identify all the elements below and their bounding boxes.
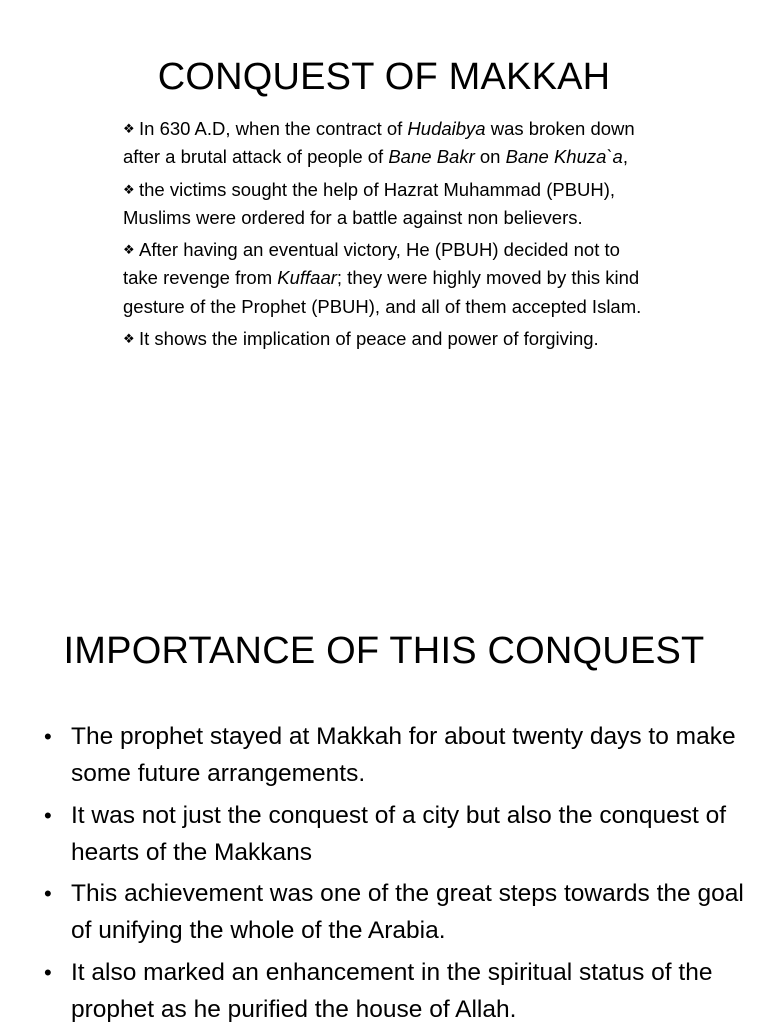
list-item (123, 325, 653, 353)
diamond-bullet-icon: ❖ (123, 121, 134, 136)
slide-title: IMPORTANCE OF THIS CONQUEST (63, 630, 705, 672)
diamond-bullet-icon: ❖ (123, 181, 134, 197)
diamond-bullet-icon: ❖ (123, 242, 134, 258)
item-text: The prophet stayed at Makkah for about twenty days to make some future arrangements. (71, 723, 736, 787)
item-text: , (622, 146, 628, 168)
dot-bullet-icon: • (44, 959, 52, 985)
slide-importance-of-conquest (0, 576, 768, 1024)
dot-bullet-icon: • (44, 724, 52, 749)
slide-title: CONQUEST OF MAKKAH (157, 56, 611, 98)
item-text: was broken down after a brutal attack of people of (123, 118, 635, 168)
list-item (44, 875, 744, 949)
italic-term: Bane Bakr (388, 146, 475, 168)
item-text: the victims sought the help of Hazrat Muhammad (PBUH), Muslims were ordered for a battle against non believers. (123, 178, 616, 228)
item-text: It also marked an enhancement in the spiritual status of the prophet as he purified the house of Allah. (71, 958, 713, 1023)
dot-bullet-icon: • (44, 881, 52, 906)
italic-term: Kuffaar (277, 267, 337, 289)
bullet-list (123, 115, 653, 357)
item-text: on (474, 146, 506, 168)
italic-term: Bane Khuza`a (505, 146, 623, 168)
dot-bullet-icon: • (44, 802, 52, 828)
diamond-bullet-icon: ❖ (123, 331, 134, 347)
list-item (44, 718, 744, 792)
item-text: In 630 A.D, when the contract of (139, 118, 408, 139)
item-text: After having an eventual victory, He (PBUH) decided not to take revenge from (123, 239, 620, 289)
italic-term: Hudaibya (407, 118, 486, 139)
item-text: This achievement was one of the great steps towards the goal of unifying the whole of the Arabia. (71, 880, 744, 944)
bullet-list (44, 718, 744, 1024)
list-item (123, 176, 653, 233)
list-item (44, 797, 744, 871)
item-text: ; they were highly moved by this kind gesture of the Prophet (PBUH), and all of them accepted Islam. (123, 267, 642, 317)
item-text: It was not just the conquest of a city but also the conquest of hearts of the Makkans (71, 801, 727, 866)
list-item (123, 236, 653, 321)
list-item (44, 954, 744, 1024)
list-item (123, 115, 653, 172)
item-text: It shows the implication of peace and power of forgiving. (139, 328, 599, 350)
